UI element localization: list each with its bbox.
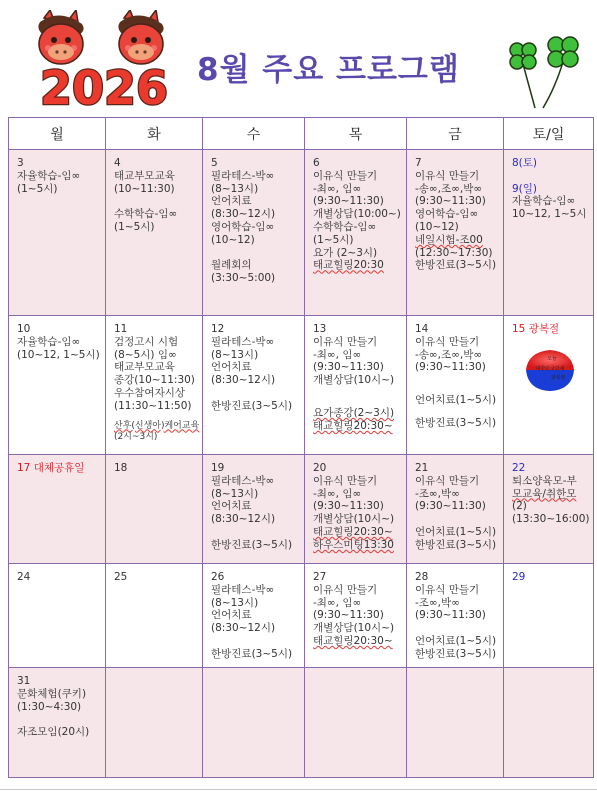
event-line: 이유식 만들기 xyxy=(313,169,378,182)
weekday-fri: 금 xyxy=(407,118,504,150)
event-line: (9:30~11:30) xyxy=(313,195,384,208)
event-line: -조∞,박∞ xyxy=(415,596,460,609)
day-number: 19 xyxy=(211,462,225,474)
event-line: -최∞, 임∞ xyxy=(313,487,362,500)
event-line: 태교힐링20:30~ xyxy=(313,525,393,538)
event-line: 언어치료 xyxy=(211,609,252,622)
day-cell xyxy=(305,455,407,564)
event-line: 이유식 만들기 xyxy=(313,583,378,596)
event-line: 자조모임(20시) xyxy=(17,726,90,739)
day-number: 3 xyxy=(17,157,24,169)
day-cell xyxy=(9,668,106,778)
weekday-header-row xyxy=(9,118,594,150)
day-number: 18 xyxy=(114,462,128,474)
event-line: 모교육/취한모 xyxy=(512,487,577,500)
day-number: 24 xyxy=(17,571,31,583)
event-line: 요가 (2~3시) xyxy=(313,246,378,259)
day-cell xyxy=(407,455,504,564)
event-line: 개별상담(10시~) xyxy=(313,622,395,635)
event-line: (9:30~11:30) xyxy=(415,361,486,374)
event-line: (8:30~12시) xyxy=(211,622,276,635)
page-bottom-divider xyxy=(0,789,597,790)
stamp-text: 대한민국만세 xyxy=(535,365,565,372)
day-cell-empty xyxy=(203,668,305,778)
day-cell xyxy=(504,564,594,668)
event-line: 수학학습-임∞ xyxy=(313,220,377,233)
event-line: 퇴소양육모-부 xyxy=(512,474,577,487)
week-row xyxy=(9,316,594,455)
event-line: -송∞,조∞,박∞ xyxy=(415,348,483,361)
event-line: 언어치료 xyxy=(211,361,252,374)
event-line: (9:30~11:30) xyxy=(415,609,486,622)
event-line: 태교부모교육 xyxy=(114,361,175,374)
event-line: (8~13시) xyxy=(211,596,259,609)
event-line: -최∞, 임∞ xyxy=(313,182,362,195)
event-line: 언어치료(1~5시) xyxy=(415,394,497,407)
event-line: 이유식 만들기 xyxy=(313,474,378,487)
saturday-date: 8(토) xyxy=(512,157,538,169)
event-line: (9:30~11:30) xyxy=(313,609,384,622)
event-line: 이유식 만들기 xyxy=(415,335,480,348)
event-line: 검정고시 시험 xyxy=(114,335,179,348)
day-number: 11 xyxy=(114,323,128,335)
day-number: 27 xyxy=(313,571,327,583)
day-number: 14 xyxy=(415,323,429,335)
event-line: 10~12, 1~5시 xyxy=(512,208,587,221)
day-number: 20 xyxy=(313,462,327,474)
event-line: 이유식 만들기 xyxy=(415,583,480,596)
event-line: (8:30~12시) xyxy=(211,208,276,221)
event-line: (11:30~11:50) xyxy=(114,399,192,412)
event-line: 필라테스-박∞ xyxy=(211,335,275,348)
day-cell xyxy=(9,564,106,668)
weekday-thu: 목 xyxy=(305,118,407,150)
event-line: 한방진료(3~5시) xyxy=(415,416,497,429)
day-cell xyxy=(407,564,504,668)
day-cell xyxy=(203,150,305,316)
day-number: 10 xyxy=(17,323,31,335)
day-number: 21 xyxy=(415,462,429,474)
event-line: (1~5시) xyxy=(313,233,354,246)
event-line: 월례회의 xyxy=(211,259,252,272)
liberation-day-stamp-icon xyxy=(522,346,578,394)
event-line: 개별상담(10시~) xyxy=(313,374,395,387)
horse-2026-logo-icon xyxy=(14,10,194,108)
event-line: (1~5시) xyxy=(17,182,58,195)
event-line: (9:30~11:30) xyxy=(313,361,384,374)
day-cell xyxy=(9,150,106,316)
event-line: 이유식 만들기 xyxy=(415,169,480,182)
logo-year-text: 2026 xyxy=(39,61,169,108)
event-line: (9:30~11:30) xyxy=(415,195,486,208)
day-cell xyxy=(504,150,594,316)
day-number: 26 xyxy=(211,571,225,583)
event-line: (10~11:30) xyxy=(114,182,175,195)
event-line: 태교부모교육 xyxy=(114,169,175,182)
day-number-holiday: 17 대체공휴일 xyxy=(17,462,85,474)
sunday-date: 9(일) xyxy=(512,182,538,195)
event-line: 언어치료 xyxy=(211,500,252,513)
day-cell xyxy=(106,455,203,564)
day-number: 4 xyxy=(114,157,121,169)
event-line: 태교힐링20:30 xyxy=(313,259,384,272)
event-line: (13:30~16:00) xyxy=(512,513,590,526)
event-line: (1~5시) xyxy=(114,220,155,233)
event-line: 하우스미팅13:30 xyxy=(313,538,394,551)
day-cell xyxy=(106,564,203,668)
event-line: -최∞, 임∞ xyxy=(313,348,362,361)
day-number: 28 xyxy=(415,571,429,583)
day-number: 13 xyxy=(313,323,327,335)
event-line: 태교힐링20:30~ xyxy=(313,634,393,647)
event-line: (8~13시) xyxy=(211,348,259,361)
monthly-calendar xyxy=(8,117,594,778)
weekday-mon: 월 xyxy=(9,118,106,150)
week-row xyxy=(9,455,594,564)
event-line: 한방진료(3~5시) xyxy=(415,647,497,660)
day-number-weekend: 29 xyxy=(512,571,526,583)
event-line: -송∞,조∞,박∞ xyxy=(415,182,483,195)
event-line: 필라테스-박∞ xyxy=(211,169,275,182)
day-number: 12 xyxy=(211,323,225,335)
event-line: 자율학습-임∞ xyxy=(512,195,576,208)
event-line: 개별상담(10시~) xyxy=(313,513,395,526)
event-line: 이유식 만들기 xyxy=(313,335,378,348)
event-line: 요가종강(2~3시) xyxy=(313,406,395,419)
day-cell xyxy=(9,455,106,564)
weekday-tue: 화 xyxy=(106,118,203,150)
week-row xyxy=(9,668,594,778)
event-line: 자율학습-임∞ xyxy=(17,169,81,182)
day-cell xyxy=(9,316,106,455)
event-line: 한방진료(3~5시) xyxy=(415,538,497,551)
event-line: (8:30~12시) xyxy=(211,374,276,387)
day-cell xyxy=(407,150,504,316)
event-line: (12:30~17:30) xyxy=(415,246,493,259)
event-line: 산후(신생아)케어교육 xyxy=(114,420,200,431)
event-line: 언어치료 xyxy=(211,195,252,208)
day-cell-empty xyxy=(305,668,407,778)
event-line: 자율학습-임∞ xyxy=(17,335,81,348)
event-line: (9:30~11:30) xyxy=(313,500,384,513)
day-cell xyxy=(305,316,407,455)
day-cell xyxy=(504,455,594,564)
weekday-weekend: 토/일 xyxy=(504,118,594,150)
event-line: 수학학습-임∞ xyxy=(114,208,178,221)
event-line: (2) xyxy=(512,500,527,513)
event-line: 한방진료(3~5시) xyxy=(415,259,497,272)
day-cell xyxy=(203,455,305,564)
event-line: 종강(10~11:30) xyxy=(114,374,195,387)
day-cell xyxy=(305,564,407,668)
event-line: 영어학습-임∞ xyxy=(211,220,275,233)
clover-icon xyxy=(505,36,587,110)
event-line: 필라테스-박∞ xyxy=(211,583,275,596)
event-line: (8~13시) xyxy=(211,182,259,195)
event-line: 태교힐링20:30~ xyxy=(313,419,393,432)
event-line: (10~12) xyxy=(415,220,459,233)
week-row xyxy=(9,150,594,316)
event-line: (2시~3시) xyxy=(114,431,158,442)
day-cell xyxy=(106,316,203,455)
day-cell xyxy=(407,316,504,455)
day-number-holiday: 15 광복절 xyxy=(512,323,560,335)
day-cell-empty xyxy=(106,668,203,778)
page-title: 8월 주요 프로그램 xyxy=(197,52,460,88)
day-cell xyxy=(203,564,305,668)
event-line: 언어치료(1~5시) xyxy=(415,525,497,538)
event-line: 네일시험-조00 xyxy=(415,233,483,246)
event-line: (10~12) xyxy=(211,233,255,246)
event-line: (3:30~5:00) xyxy=(211,272,276,285)
stamp-text: 오늘 xyxy=(547,355,557,362)
day-cell xyxy=(106,150,203,316)
event-line: (10~12, 1~5시) xyxy=(17,348,100,361)
day-number: 25 xyxy=(114,571,128,583)
page-header xyxy=(0,0,597,112)
day-cell xyxy=(203,316,305,455)
day-cell xyxy=(305,150,407,316)
day-cell-empty xyxy=(407,668,504,778)
event-line: 필라테스-박∞ xyxy=(211,474,275,487)
day-number: 7 xyxy=(415,157,422,169)
event-line: 한방진료(3~5시) xyxy=(211,399,293,412)
day-number-weekend: 22 xyxy=(512,462,526,474)
event-line: (9:30~11:30) xyxy=(415,500,486,513)
day-number: 31 xyxy=(17,675,31,687)
event-line: 언어치료(1~5시) xyxy=(415,634,497,647)
day-cell xyxy=(504,316,594,455)
day-cell-empty xyxy=(504,668,594,778)
event-line: 영어학습-임∞ xyxy=(415,208,479,221)
event-line: -조∞,박∞ xyxy=(415,487,460,500)
weekday-wed: 수 xyxy=(203,118,305,150)
event-line: (1:30~4:30) xyxy=(17,700,82,713)
week-row xyxy=(9,564,594,668)
day-number: 6 xyxy=(313,157,320,169)
event-line: 이유식 만들기 xyxy=(415,474,480,487)
day-number: 5 xyxy=(211,157,218,169)
event-line: 우수참여자시상 xyxy=(114,386,186,399)
event-line: (8:30~12시) xyxy=(211,513,276,526)
event-line: 문화체험(쿠키) xyxy=(17,687,87,700)
event-line: (8~13시) xyxy=(211,487,259,500)
event-line: -최∞, 임∞ xyxy=(313,596,362,609)
stamp-text: 광복절 xyxy=(550,374,566,381)
event-line: 한방진료(3~5시) xyxy=(211,538,293,551)
event-line: 개별상담(10:00~) xyxy=(313,208,401,221)
event-line: (8~5시) 임∞ xyxy=(114,348,177,361)
event-line: 한방진료(3~5시) xyxy=(211,647,293,660)
